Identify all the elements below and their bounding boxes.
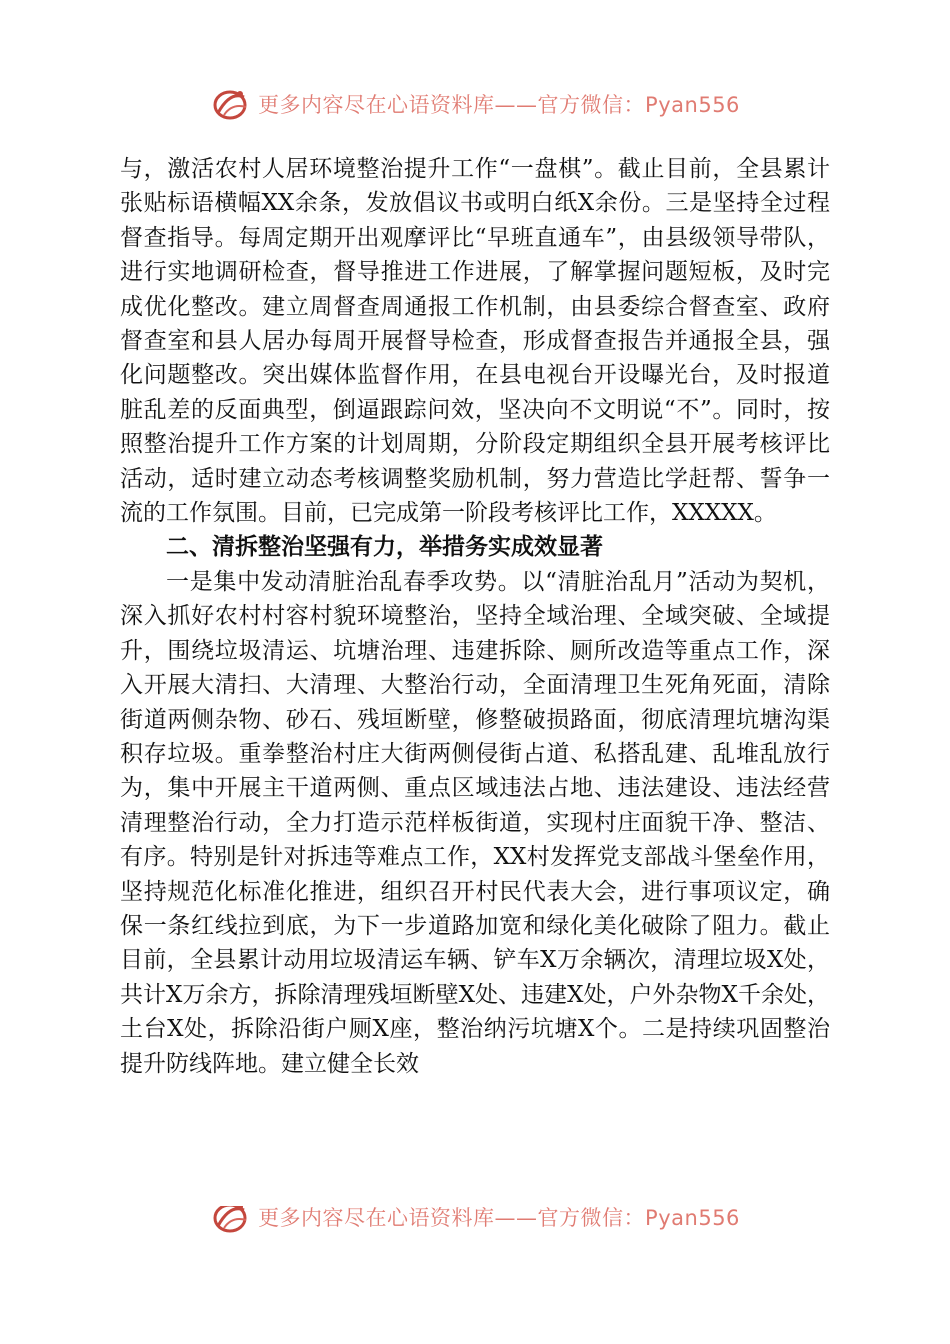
footer-watermark: [0, 1206, 950, 1240]
brand-logo-icon: [210, 85, 252, 123]
document-body: [120, 152, 830, 1081]
header-watermark: [0, 84, 950, 124]
watermark-text: 更多内容尽在心语资料库——官方微信：Pyan556: [258, 93, 740, 117]
watermark-text: 更多内容尽在心语资料库——官方微信：Pyan556: [258, 1206, 740, 1230]
section-heading-2: 二、清拆整治坚强有力，举措务实成效显著: [166, 533, 603, 561]
paragraph-2: 一是集中发动清脏治乱春季攻势。以“清脏治乱月”活动为契机，深入抓好农村村容村貌环境整治，坚持全域治理、全域突破、全域提升，围绕垃圾清运、坑塘治理、违建拆除、厕所改造等重点工作，深入开展大清扫、大清理、大整治行动，全面清理卫生死角死面，清除街道两侧杂物、砂石、残垣断壁，修整破损路面，彻底清理坑塘沟渠积存垃圾。重拳整治村庄大街两侧侵街占道、私搭乱建、乱堆乱放行为，集中开展主干道两侧、重点区域违法占地、违法建设、违法经营清理整治行动，全力打造示范样板街道，实现村庄面貌干净、整洁、有序。特别是针对拆违等难点工作，XX村发挥党支部战斗堡垒作用，坚持规范化标准化推进，组织召开村民代表大会，进行事项议定，确保一条红线拉到底，为下一步道路加宽和绿化美化破除了阻力。截止目前，全县累计动用垃圾清运车辆、铲车X万余辆次，清理垃圾X处，共计X万余方，拆除清理残垣断壁X处、违建X处，户外杂物X千余处，土台X处，拆除沿街户厕X座，整治纳污坑塘X个。二是持续巩固整治提升防线阵地。建立健全长效: [120, 568, 830, 1077]
brand-logo-icon: [210, 1206, 252, 1236]
paragraph-1: 与，激活农村人居环境整治提升工作“一盘棋”。截止目前，全县累计张贴标语横幅XX余条，发放倡议书或明白纸X余份。三是坚持全过程督查指导。每周定期开出观摩评比“早班直通车”，由县级领导带队，进行实地调研检查，督导推进工作进展，了解掌握问题短板，及时完成优化整改。建立周督查周通报工作机制，由县委综合督查室、政府督查室和县人居办每周开展督导检查，形成督查报告并通报全县，强化问题整改。突出媒体监督作用，在县电视台开设曝光台，及时报道脏乱差的反面典型，倒逼跟踪问效，坚决向不文明说“不”。同时，按照整治提升工作方案的计划周期，分阶段定期组织全县开展考核评比活动，适时建立动态考核调整奖励机制，努力营造比学赶帮、誓争一流的工作氛围。目前，已完成第一阶段考核评比工作，XXXXX。: [120, 156, 830, 527]
